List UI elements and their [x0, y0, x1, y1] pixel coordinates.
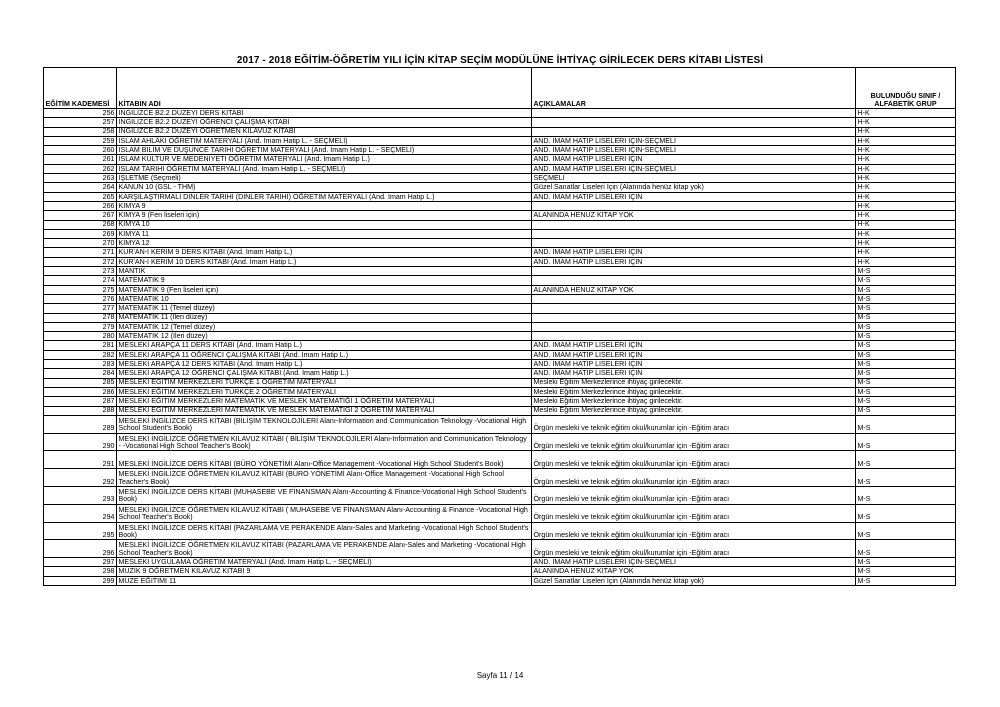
table-body — [44, 109, 956, 586]
row-number: 261 — [44, 155, 117, 164]
row-number: 277 — [44, 304, 117, 313]
explanation-cell — [532, 201, 856, 210]
explanation-cell: Mesleki Eğitim Merkezlerince ihtiyaç girilecektir. — [532, 378, 856, 387]
group-cell: H-K — [856, 183, 956, 192]
row-number: 294 — [44, 504, 117, 522]
book-name-cell: İNGİLİZCE B2.2 DÜZEYİ DERS KİTABI — [117, 109, 532, 118]
explanation-cell: ALANINDA HENÜZ KİTAP YOK — [532, 567, 856, 576]
explanation-cell — [532, 267, 856, 276]
table-row — [44, 257, 956, 266]
explanation-cell: Örgün mesleki ve teknik eğitim okul/kurumlar için -Eğitim aracı — [532, 415, 856, 433]
group-cell: M-S — [856, 406, 956, 415]
book-name-cell: MATEMATİK 11 (İleri düzey) — [117, 313, 532, 322]
table-row — [44, 540, 956, 558]
group-cell: M-S — [856, 360, 956, 369]
explanation-cell: SEÇMELİ — [532, 174, 856, 183]
row-number: 293 — [44, 486, 117, 504]
explanation-cell — [532, 239, 856, 248]
row-number: 263 — [44, 174, 117, 183]
book-name-cell: MESLEKİ İNGİLİZCE DERS KİTABI (MUHASEBE VE FİNANSMAN Alanı-Accounting & Finance-Vocational High School Student's Book) — [117, 486, 532, 504]
explanation-cell: Örgün mesleki ve teknik eğitim okul/kurumlar için -Eğitim aracı — [532, 433, 856, 451]
book-name-cell: KANUN 10 (GSL - THM) — [117, 183, 532, 192]
group-cell: H-K — [856, 229, 956, 238]
row-number: 278 — [44, 313, 117, 322]
book-name-cell: MESLEKİ ARAPÇA 11 ÖĞRENCİ ÇALIŞMA KİTABI (And. İmam Hatip L.) — [117, 350, 532, 359]
explanation-cell: Örgün mesleki ve teknik eğitim okul/kurumlar için -Eğitim aracı — [532, 486, 856, 504]
group-cell: M-S — [856, 350, 956, 359]
book-name-cell: KİMYA 9 (Fen liseleri için) — [117, 211, 532, 220]
table-row — [44, 127, 956, 136]
group-cell: H-K — [856, 118, 956, 127]
row-number: 298 — [44, 567, 117, 576]
row-number: 280 — [44, 332, 117, 341]
table-row — [44, 504, 956, 522]
table-row — [44, 486, 956, 504]
group-cell: M-S — [856, 387, 956, 396]
group-cell: M-S — [856, 369, 956, 378]
header-class-group: BULUNDUĞU SINIF / ALFABETİK GRUP — [856, 68, 956, 109]
book-list-table — [43, 67, 956, 586]
table-row — [44, 387, 956, 396]
explanation-cell: AND. İMAM HATİP LİSELERİ İÇİN — [532, 248, 856, 257]
table-row — [44, 378, 956, 387]
table-row — [44, 285, 956, 294]
table-row — [44, 276, 956, 285]
explanation-cell: AND. İMAM HATİP LİSELERİ İÇİN — [532, 192, 856, 201]
book-name-cell: MESLEKİ İNGİLİZCE DERS KİTABI (PAZARLAMA VE PERAKENDE Alanı-Sales and Marketing -Vocational High School Student's Book) — [117, 522, 532, 540]
row-number: 262 — [44, 164, 117, 173]
group-cell: H-K — [856, 201, 956, 210]
row-number: 297 — [44, 558, 117, 567]
explanation-cell — [532, 313, 856, 322]
table-row — [44, 201, 956, 210]
table-row — [44, 294, 956, 303]
group-cell: M-S — [856, 486, 956, 504]
row-number: 258 — [44, 127, 117, 136]
row-number: 268 — [44, 220, 117, 229]
explanation-cell: Örgün mesleki ve teknik eğitim okul/kurumlar için -Eğitim aracı — [532, 504, 856, 522]
table-row — [44, 146, 956, 155]
row-number: 260 — [44, 146, 117, 155]
group-cell: M-S — [856, 567, 956, 576]
row-number: 256 — [44, 109, 117, 118]
group-cell: H-K — [856, 257, 956, 266]
group-cell: M-S — [856, 576, 956, 585]
group-cell: H-K — [856, 136, 956, 145]
table-row — [44, 155, 956, 164]
header-explanations: AÇIKLAMALAR — [532, 68, 856, 109]
table-row — [44, 451, 956, 469]
book-name-cell: İSLAM KÜLTÜR VE MEDENİYETİ ÖĞRETİM MATERYALİ (And. İmam Hatip L.) — [117, 155, 532, 164]
explanation-cell — [532, 229, 856, 238]
row-number: 269 — [44, 229, 117, 238]
book-name-cell: KİMYA 9 — [117, 201, 532, 210]
row-number: 296 — [44, 540, 117, 558]
book-name-cell: MÜZİK 9 ÖĞRETMEN KILAVUZ KİTABI 9 — [117, 567, 532, 576]
document-title: 2017 - 2018 EĞİTİM-ÖĞRETİM YILI İÇİN KİTAP SEÇİM MODÜLÜNE İHTİYAÇ GİRİLECEK DERS KİTABI LİSTESİ — [236, 55, 764, 66]
table-row — [44, 433, 956, 451]
row-number: 292 — [44, 469, 117, 487]
book-name-cell: İSLAM AHLÂKI ÖĞRETİM MATERYALİ (And. İmam Hatip L. - SEÇMELİ) — [117, 136, 532, 145]
explanation-cell — [532, 118, 856, 127]
explanation-cell: Mesleki Eğitim Merkezlerince ihtiyaç girilecektir. — [532, 387, 856, 396]
explanation-cell: Örgün mesleki ve teknik eğitim okul/kurumlar için -Eğitim aracı — [532, 469, 856, 487]
row-number: 276 — [44, 294, 117, 303]
explanation-cell: AND. İMAM HATİP LİSELERİ İÇİN-SEÇMELİ — [532, 146, 856, 155]
row-number: 275 — [44, 285, 117, 294]
row-number: 274 — [44, 276, 117, 285]
table-row — [44, 118, 956, 127]
group-cell: H-K — [856, 127, 956, 136]
row-number: 283 — [44, 360, 117, 369]
group-cell: H-K — [856, 155, 956, 164]
row-number: 257 — [44, 118, 117, 127]
group-cell: H-K — [856, 192, 956, 201]
table-row — [44, 341, 956, 350]
row-number: 284 — [44, 369, 117, 378]
row-number: 267 — [44, 211, 117, 220]
explanation-cell: Örgün mesleki ve teknik eğitim okul/kurumlar için -Eğitim aracı — [532, 522, 856, 540]
group-cell: M-S — [856, 378, 956, 387]
table-row — [44, 360, 956, 369]
table-row — [44, 567, 956, 576]
table-row — [44, 229, 956, 238]
book-name-cell: MESLEKİ EĞİTİM MERKEZLERİ MATEMATİK VE MESLEK MATEMATİĞİ 1 ÖĞRETİM MATERYALİ — [117, 397, 532, 406]
book-name-cell: MESLEKİ İNGİLİZCE ÖĞRETMEN KILAVUZ KİTABI (PAZARLAMA VE PERAKENDE Alanı-Sales and Marketing -Vocational High School Teacher's Book) — [117, 540, 532, 558]
group-cell: M-S — [856, 267, 956, 276]
group-cell: H-K — [856, 109, 956, 118]
book-name-cell: İSLAM TARİHİ ÖĞRETİM MATERYALİ (And. İmam Hatip L. - SEÇMELİ) — [117, 164, 532, 173]
book-name-cell: MATEMATİK 12 (Temel düzey) — [117, 322, 532, 331]
explanation-cell: ALANINDA HENÜZ KİTAP YOK — [532, 285, 856, 294]
table-row — [44, 109, 956, 118]
row-number: 295 — [44, 522, 117, 540]
group-cell: M-S — [856, 415, 956, 433]
book-name-cell: MESLEKİ İNGİLİZCE ÖĞRETMEN KILAVUZ KİTABI (BÜRO YÖNETİMİ Alanı-Office Management -Vocational High School Teacher's Book) — [117, 469, 532, 487]
group-cell: M-S — [856, 397, 956, 406]
row-number: 291 — [44, 451, 117, 469]
table-row — [44, 248, 956, 257]
book-name-cell: KARŞILAŞTIRMALI DİNLER TARİHİ (DİNLER TARİHİ) ÖĞRETİM MATERYALİ (And. İmam Hatip L.) — [117, 192, 532, 201]
table-row — [44, 406, 956, 415]
row-number: 273 — [44, 267, 117, 276]
explanation-cell — [532, 294, 856, 303]
book-name-cell: İNGİLİZCE B2.2 DÜZEYİ ÖĞRENCİ ÇALIŞMA KİTABI — [117, 118, 532, 127]
explanation-cell: Güzel Sanatlar Liseleri İçin (Alanında henüz kitap yok) — [532, 576, 856, 585]
table-row — [44, 164, 956, 173]
group-cell: M-S — [856, 522, 956, 540]
group-cell: H-K — [856, 248, 956, 257]
table-row — [44, 183, 956, 192]
group-cell: H-K — [856, 174, 956, 183]
book-name-cell: MATEMATİK 11 (Temel düzey) — [117, 304, 532, 313]
row-number: 287 — [44, 397, 117, 406]
row-number: 271 — [44, 248, 117, 257]
book-name-cell: MATEMATİK 12 (İleri düzey) — [117, 332, 532, 341]
table-row — [44, 369, 956, 378]
group-cell: M-S — [856, 285, 956, 294]
row-number: 282 — [44, 350, 117, 359]
table-row — [44, 558, 956, 567]
book-name-cell: MESLEKİ İNGİLİZCE ÖĞRETMEN KILAVUZ KİTABI ( BİLİŞİM TEKNOLOJİLERİ Alanı-Information and Communication Teknology - -Vocational High School Teacher's Book) — [117, 433, 532, 451]
group-cell: H-K — [856, 239, 956, 248]
explanation-cell — [532, 220, 856, 229]
explanation-cell: AND. İMAM HATİP LİSELERİ İÇİN — [532, 350, 856, 359]
row-number: 259 — [44, 136, 117, 145]
row-number: 266 — [44, 201, 117, 210]
book-name-cell: MÜZE EĞİTİMİ 11 — [117, 576, 532, 585]
explanation-cell — [532, 276, 856, 285]
explanation-cell — [532, 322, 856, 331]
row-number: 281 — [44, 341, 117, 350]
explanation-cell: AND. İMAM HATİP LİSELERİ İÇİN — [532, 155, 856, 164]
book-name-cell: MANTIK — [117, 267, 532, 276]
group-cell: M-S — [856, 504, 956, 522]
table-row — [44, 136, 956, 145]
book-name-cell: MESLEKİ UYGULAMA ÖĞRETİM MATERYALİ (And. İmam Hatip L. - SEÇMELİ) — [117, 558, 532, 567]
group-cell: H-K — [856, 211, 956, 220]
row-number: 288 — [44, 406, 117, 415]
book-name-cell: MESLEKİ İNGİLİZCE DERS KİTABI (BÜRO YÖNETİMİ Alanı-Office Management -Vocational High School Student's Book) — [117, 451, 532, 469]
group-cell: M-S — [856, 469, 956, 487]
book-name-cell: MESLEKİ EĞİTİM MERKEZLERİ TÜRKÇE 2 ÖĞRETİM MATERYALİ — [117, 387, 532, 396]
row-number: 270 — [44, 239, 117, 248]
explanation-cell: AND. İMAM HATİP LİSELERİ İÇİN — [532, 257, 856, 266]
book-name-cell: KUR'AN-I KERİM 10 DERS KİTABI (And. İmam Hatip L.) — [117, 257, 532, 266]
row-number: 265 — [44, 192, 117, 201]
explanation-cell: AND. İMAM HATİP LİSELERİ İÇİN — [532, 360, 856, 369]
explanation-cell — [532, 109, 856, 118]
explanation-cell: Örgün mesleki ve teknik eğitim okul/kurumlar için -Eğitim aracı — [532, 540, 856, 558]
explanation-cell: Örgün mesleki ve teknik eğitim okul/kurumlar için -Eğitim aracı — [532, 451, 856, 469]
row-number: 289 — [44, 415, 117, 433]
group-cell: M-S — [856, 276, 956, 285]
group-cell: H-K — [856, 146, 956, 155]
book-name-cell: MESLEKİ ARAPÇA 12 ÖĞRENCİ ÇALIŞMA KİTABI (And. İmam Hatip L.) — [117, 369, 532, 378]
book-name-cell: MATEMATİK 9 (Fen liseleri için) — [117, 285, 532, 294]
group-cell: M-S — [856, 322, 956, 331]
group-cell: H-K — [856, 164, 956, 173]
table-row — [44, 313, 956, 322]
explanation-cell — [532, 127, 856, 136]
explanation-cell: AND. İMAM HATİP LİSELERİ İÇİN — [532, 341, 856, 350]
table-row — [44, 350, 956, 359]
book-name-cell: MATEMATİK 10 — [117, 294, 532, 303]
row-number: 290 — [44, 433, 117, 451]
book-name-cell: KİMYA 11 — [117, 229, 532, 238]
table-row — [44, 239, 956, 248]
table-row — [44, 174, 956, 183]
explanation-cell: AND. İMAM HATİP LİSELERİ İÇİN-SEÇMELİ — [532, 164, 856, 173]
explanation-cell — [532, 304, 856, 313]
book-name-cell: MESLEKİ ARAPÇA 12 DERS KİTABI (And. İmam Hatip L.) — [117, 360, 532, 369]
book-name-cell: İSLAM BİLİM VE DÜŞÜNCE TARİHİ ÖĞRETİM MATERYALİ (And. İmam Hatip L. - SEÇMELİ) — [117, 146, 532, 155]
row-number: 299 — [44, 576, 117, 585]
row-number: 286 — [44, 387, 117, 396]
header-education-level: EĞİTİM KADEMESİ — [44, 68, 117, 109]
group-cell: H-K — [856, 220, 956, 229]
group-cell: M-S — [856, 433, 956, 451]
book-name-cell: KUR'AN-I KERİM 9 DERS KİTABI (And. İmam Hatip L.) — [117, 248, 532, 257]
row-number: 264 — [44, 183, 117, 192]
table-row — [44, 522, 956, 540]
group-cell: M-S — [856, 294, 956, 303]
explanation-cell: Mesleki Eğitim Merkezlerince ihtiyaç girilecektir. — [532, 406, 856, 415]
table-row — [44, 192, 956, 201]
group-cell: M-S — [856, 341, 956, 350]
explanation-cell: AND. İMAM HATİP LİSELERİ İÇİN-SEÇMELİ — [532, 558, 856, 567]
book-name-cell: MATEMATİK 9 — [117, 276, 532, 285]
explanation-cell: Mesleki Eğitim Merkezlerince ihtiyaç girilecektir. — [532, 397, 856, 406]
table-row — [44, 322, 956, 331]
table-row — [44, 267, 956, 276]
table-row — [44, 304, 956, 313]
explanation-cell: AND. İMAM HATİP LİSELERİ İÇİN — [532, 369, 856, 378]
book-name-cell: MESLEKİ EĞİTİM MERKEZLERİ MATEMATİK VE MESLEK MATEMATİĞİ 2 ÖĞRETİM MATERYALİ — [117, 406, 532, 415]
book-name-cell: İŞLETME (Seçmeli) — [117, 174, 532, 183]
book-name-cell: MESLEKİ EĞİTİM MERKEZLERİ TÜRKÇE 1 ÖĞRETİM MATERYALİ — [117, 378, 532, 387]
table-row — [44, 211, 956, 220]
book-name-cell: MESLEKİ İNGİLİZCE ÖĞRETMEN KILAVUZ KİTABI ( MUHASEBE VE FİNANSMAN Alanı-Accounting & Finance -Vocational High School Teacher's Book) — [117, 504, 532, 522]
row-number: 279 — [44, 322, 117, 331]
table-row — [44, 332, 956, 341]
group-cell: M-S — [856, 304, 956, 313]
book-name-cell: MESLEKİ İNGİLİZCE DERS KİTABI (BİLİŞİM TEKNOLOJİLERİ Alanı-Information and Communication Teknology -Vocational High School Student's Book) — [117, 415, 532, 433]
table-row — [44, 397, 956, 406]
explanation-cell: Güzel Sanatlar Liseleri İçin (Alanında henüz kitap yok) — [532, 183, 856, 192]
explanation-cell — [532, 332, 856, 341]
explanation-cell: AND. İMAM HATİP LİSELERİ İÇİN-SEÇMELİ — [532, 136, 856, 145]
table-row — [44, 220, 956, 229]
book-name-cell: KİMYA 12 — [117, 239, 532, 248]
book-name-cell: İNGİLİZCE B2.2 DÜZEYİ ÖĞRETMEN KILAVUZ KİTABI — [117, 127, 532, 136]
header-book-name: KİTABIN ADI — [117, 68, 532, 109]
group-cell: M-S — [856, 332, 956, 341]
table-row — [44, 576, 956, 585]
book-name-cell: MESLEKİ ARAPÇA 11 DERS KİTABI (And. İmam Hatip L.) — [117, 341, 532, 350]
table-row — [44, 415, 956, 433]
table-row — [44, 469, 956, 487]
table-header-row — [44, 68, 956, 109]
group-cell: M-S — [856, 451, 956, 469]
page-number: Sayfa 11 / 14 — [476, 671, 524, 680]
explanation-cell: ALANINDA HENÜZ KİTAP YOK — [532, 211, 856, 220]
group-cell: M-S — [856, 558, 956, 567]
book-name-cell: KİMYA 10 — [117, 220, 532, 229]
group-cell: M-S — [856, 313, 956, 322]
group-cell: M-S — [856, 540, 956, 558]
row-number: 285 — [44, 378, 117, 387]
row-number: 272 — [44, 257, 117, 266]
